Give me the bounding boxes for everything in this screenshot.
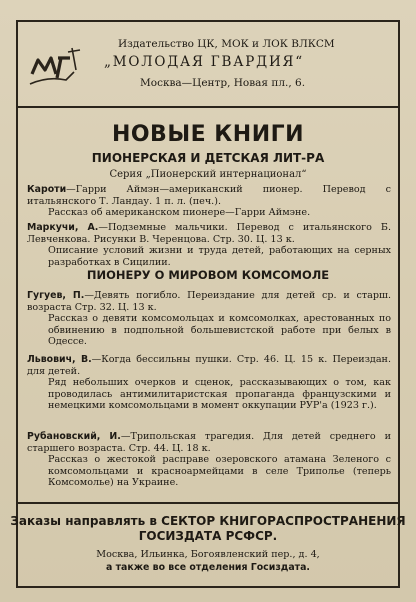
book-annotation: Ряд небольших очерков и сценок, рассказывающих о том, как проводилась антимилитаристская пропаганда французскими и немецкими комсомольцами в момент оккупации РУР'а (1923 г.). <box>48 377 391 411</box>
book-author: Рубановский, И. <box>27 431 121 442</box>
book-description: —Гарри Аймэн—американский пионер. Перевод с итальянского Т. Ландау. 1 п. л. (печ.). <box>27 184 391 207</box>
book-annotation: Рассказ о девяти комсомольцах и комсомолках, арестованных по обвинению в подпольной большевистской работе при белых в Одессе. <box>48 313 391 347</box>
order-address: Москва, Ильинка, Богоявленский пер., д. 4, <box>96 549 320 560</box>
book-entry <box>27 184 391 219</box>
series-name: Серия „Пионерский интернационал“ <box>109 169 307 180</box>
book-author: Львович, В. <box>27 354 92 365</box>
molodaya-gvardiya-logo <box>28 40 84 96</box>
book-author: Маркучи, А. <box>27 222 99 233</box>
order-branches: а также во все отделения Госиздата. <box>106 562 310 573</box>
publisher-header <box>18 22 398 106</box>
book-annotation: Рассказ об американском пионере—Гарри Аймэне. <box>48 207 311 218</box>
book-description: —Подземные мальчики. Перевод с итальянского Б. Левченкова. Рисунки В. Черенцова. Стр. 30. Ц. 13 к. <box>27 222 391 245</box>
book-entry <box>27 354 391 412</box>
page-subtitle: ПИОНЕРСКАЯ И ДЕТСКАЯ ЛИТ-РА <box>91 151 325 165</box>
book-author: Гугуев, П. <box>27 290 85 301</box>
book-entry <box>27 431 391 489</box>
book-description: —Когда бессильны пушки. Стр. 46. Ц. 15 к. Переиздан. для детей. <box>27 354 392 377</box>
publisher-address: Москва—Центр, Новая пл., 6. <box>140 77 306 89</box>
order-instructions: Заказы направлять в СЕКТОР КНИГОРАСПРОСТРАНЕНИЯ ГОСИЗДАТА РСФСР. <box>10 514 406 543</box>
page-title: НОВЫЕ КНИГИ <box>111 122 305 147</box>
book-description: —Трипольская трагедия. Для детей среднего и старшего возраста. Стр. 44. Ц. 18 к. <box>27 431 391 454</box>
book-author: Кароти <box>27 184 67 195</box>
footer-divider <box>18 502 398 504</box>
book-description: —Девять погибло. Переиздание для детей ср. и старш. возраста Стр. 32. Ц. 13 к. <box>27 290 391 313</box>
book-entry <box>27 222 391 268</box>
publisher-name: „МОЛОДАЯ ГВАРДИЯ“ <box>104 54 304 70</box>
book-annotation: Описание условий жизни и труда детей, работающих на серных разработках в Сицилии. <box>48 245 391 268</box>
book-entry <box>27 290 391 348</box>
section-heading: ПИОНЕРУ О МИРОВОМ КОМСОМОЛЕ <box>86 268 330 282</box>
header-divider <box>18 106 398 108</box>
book-annotation: Рассказ о жестокой расправе озеровского атамана Зеленого с комсомольцами и красноармейцами в селе Триполье (теперь Комсомолье) на Украине. <box>48 454 391 488</box>
publisher-line: Издательство ЦК, МОК и ЛОК ВЛКСМ <box>118 38 335 50</box>
